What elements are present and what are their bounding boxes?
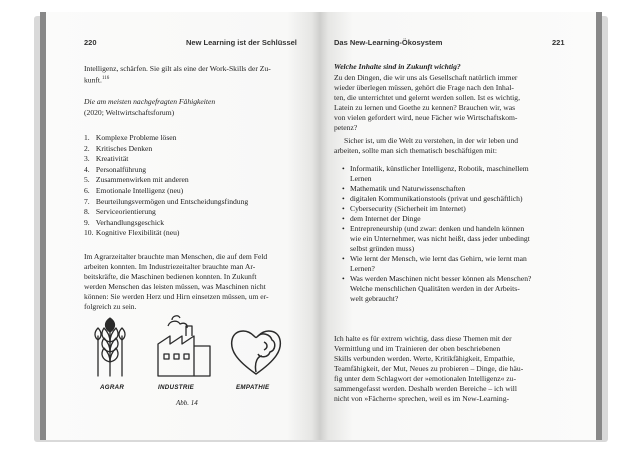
list-item: [84, 186, 248, 197]
para1-line: ten, die unterrichtet und gelernt werden sollen. Ist es wichtig,: [334, 93, 520, 102]
list-item-text: Serviceorientierung: [95, 207, 156, 217]
left-page: [46, 12, 320, 440]
list-item-line: selbst gründen muss): [350, 244, 415, 253]
right-page: [320, 12, 596, 440]
list-item-text: Beurteilungsvermögen und Entscheidungsfindung: [95, 196, 249, 206]
list-item-line: Wie lernt der Mensch, wie lernt das Gehirn, wie lernt man: [350, 254, 527, 263]
para2-line: Sicher ist, um die Welt zu verstehen, in der wir leben und: [344, 136, 519, 145]
list-item: [84, 175, 248, 186]
list-heading: Die am meisten nachgefragten Fähigkeiten: [84, 97, 216, 106]
bullet-icon: •: [342, 194, 345, 203]
bullet-icon: •: [342, 204, 345, 213]
list-item: [84, 154, 248, 165]
page-number-right: 221: [552, 38, 565, 47]
list-item: [342, 274, 531, 304]
para-line: beitskräfte, die Maschinen bedienen konnten. In Zukunft: [84, 272, 257, 281]
bullet-icon: •: [342, 224, 345, 233]
list-item-text: Verhandlungsgeschick: [95, 217, 165, 227]
list-item-number: 4.: [84, 164, 90, 174]
para-line: können: Sie werden Herz und Hirn einsetzen müssen, um er-: [84, 292, 269, 301]
list-item-line: Lernen: [350, 174, 372, 183]
topics-list: [342, 164, 531, 304]
list-item-text: Kritisches Denken: [95, 143, 153, 153]
list-item: [342, 224, 531, 254]
list-item-number: 10.: [84, 228, 94, 238]
figure-label-empathie: EMPATHIE: [236, 384, 270, 391]
list-item-text: Komplexe Probleme lösen: [95, 133, 177, 142]
list-item-text: Kreativität: [95, 154, 129, 164]
para-line: werden Menschen das leisten müssen, was Maschinen nicht: [84, 282, 266, 291]
list-item: [84, 197, 248, 208]
para3-line: Skills verbunden werden. Werte, Kritikfähigkeit, Empathie,: [334, 354, 515, 363]
running-head-left: New Learning ist der Schlüssel: [186, 38, 297, 47]
para1-line: wieder überlegen müssen, gehört die Frage nach den Inhal-: [334, 83, 514, 92]
intro-line-2: [84, 74, 109, 86]
list-item-number: 7.: [84, 196, 90, 206]
list-item: [84, 228, 248, 239]
list-item: [342, 184, 531, 194]
list-item-line: Cybersecurity (Sicherheit im Internet): [350, 204, 466, 213]
footnote-marker: 116: [101, 76, 110, 81]
list-item: [342, 214, 531, 224]
list-item-number: 3.: [84, 154, 90, 164]
intro-line-1: Intelligenz, schärfen. Sie gilt als eine der Work-Skills der Zu-: [84, 64, 271, 73]
list-item-line: Informatik, künstlicher Intelligenz, Robotik, maschinellem: [350, 164, 529, 173]
list-item: [342, 204, 531, 214]
para1-line: Latein zu lernen und Goethe zu kennen? Brauchen wir, was: [334, 103, 516, 112]
bullet-icon: •: [342, 254, 345, 263]
list-item-number: 1.: [84, 133, 90, 142]
list-item: [84, 165, 248, 176]
para3-line: Ich halte es für extrem wichtig, dass diese Themen mit der: [334, 334, 512, 343]
list-item-line: digitalen Kommunikationstools (privat und geschäftlich): [350, 194, 523, 203]
para3-line: nicht von »Fächern« sprechen, weil es im New-Learning-: [334, 394, 510, 403]
intro-line-2-text: kunft.: [84, 75, 102, 85]
list-item: [84, 133, 248, 144]
list-item-line: Was werden Maschinen nicht besser können als Menschen?: [350, 274, 532, 283]
list-item-text: Kognitive Flexibilität (neu): [95, 228, 180, 238]
running-head-right: Das New-Learning-Ökosystem: [334, 38, 443, 47]
list-item-number: 5.: [84, 175, 90, 185]
figure-illustration: [86, 306, 306, 378]
list-item-line: wie ein Unternehmer, was nicht heißt, dass jeder unbedingt: [350, 234, 530, 243]
list-item: [84, 218, 248, 229]
list-item-number: 9.: [84, 217, 90, 227]
list-item-text: Emotionale Intelligenz (neu): [95, 185, 184, 195]
list-item: [84, 207, 248, 218]
list-item: [84, 144, 248, 155]
list-item-text: Personalführung: [95, 164, 147, 174]
list-item-number: 2.: [84, 143, 90, 153]
para1-line: Zu den Dingen, die wir uns als Gesellschaft natürlich immer: [334, 73, 518, 82]
para3-line: fig unter dem Schlagwort der »emotionalen Intelligenz« zu-: [334, 374, 516, 383]
factory-icon: [158, 316, 210, 376]
list-item-number: 8.: [84, 207, 90, 217]
bullet-icon: •: [342, 184, 345, 193]
para1-line: petenz?: [334, 123, 358, 132]
para3-line: sammengefasst werden. Deshalb werden Bereiche – ich will: [334, 384, 518, 393]
figure-label-agrar: AGRAR: [100, 384, 125, 391]
list-item: [342, 164, 531, 184]
para3-line: Vermittlung und im Trainieren der oben beschriebenen: [334, 344, 501, 353]
list-item-line: Mathematik und Naturwissenschaften: [350, 184, 466, 193]
heart-brain-icon: [232, 331, 281, 374]
section-heading: Welche Inhalte sind in Zukunft wichtig?: [334, 62, 461, 71]
bullet-icon: •: [342, 214, 345, 223]
list-item: [342, 194, 531, 204]
bullet-icon: •: [342, 274, 345, 283]
para2-line: arbeiten, sollte man sich thematisch beschäftigen mit:: [334, 146, 498, 155]
list-item: [342, 254, 531, 274]
list-item-number: 6.: [84, 185, 90, 195]
figure-caption: Abb. 14: [176, 399, 198, 407]
para-line: arbeiten konnten. Im Industriezeitalter brauchte man Ar-: [84, 262, 256, 271]
list-item-line: welt gebraucht?: [350, 294, 399, 303]
para-line: Im Agrarzeitalter brauchte man Menschen, die auf dem Feld: [84, 252, 268, 261]
list-item-line: Entrepreneurship (und zwar: denken und handeln können: [350, 224, 525, 233]
figure-label-industrie: INDUSTRIE: [158, 384, 195, 391]
list-item-line: Lernen?: [350, 264, 375, 273]
skills-list: [84, 133, 248, 239]
para1-line: von vielen gefordert wird, neue Fächer wie Wirtschaftskom-: [334, 113, 518, 122]
list-source: (2020; Weltwirtschaftsforum): [84, 108, 175, 117]
book-edge-right: [596, 12, 602, 440]
list-item-line: dem Internet der Dinge: [350, 214, 421, 223]
page-number-left: 220: [84, 38, 97, 47]
bullet-icon: •: [342, 164, 345, 173]
list-item-line: Welche menschlichen Qualitäten werden in der Arbeits-: [350, 284, 520, 293]
list-item-text: Zusammenwirken mit anderen: [95, 175, 189, 185]
wheat-icon: [95, 318, 125, 376]
para-line: folgreich zu sein.: [84, 302, 137, 311]
para3-line: Teamfähigkeit, der Mut, Neues zu probieren – Dinge, die häu-: [334, 364, 524, 373]
